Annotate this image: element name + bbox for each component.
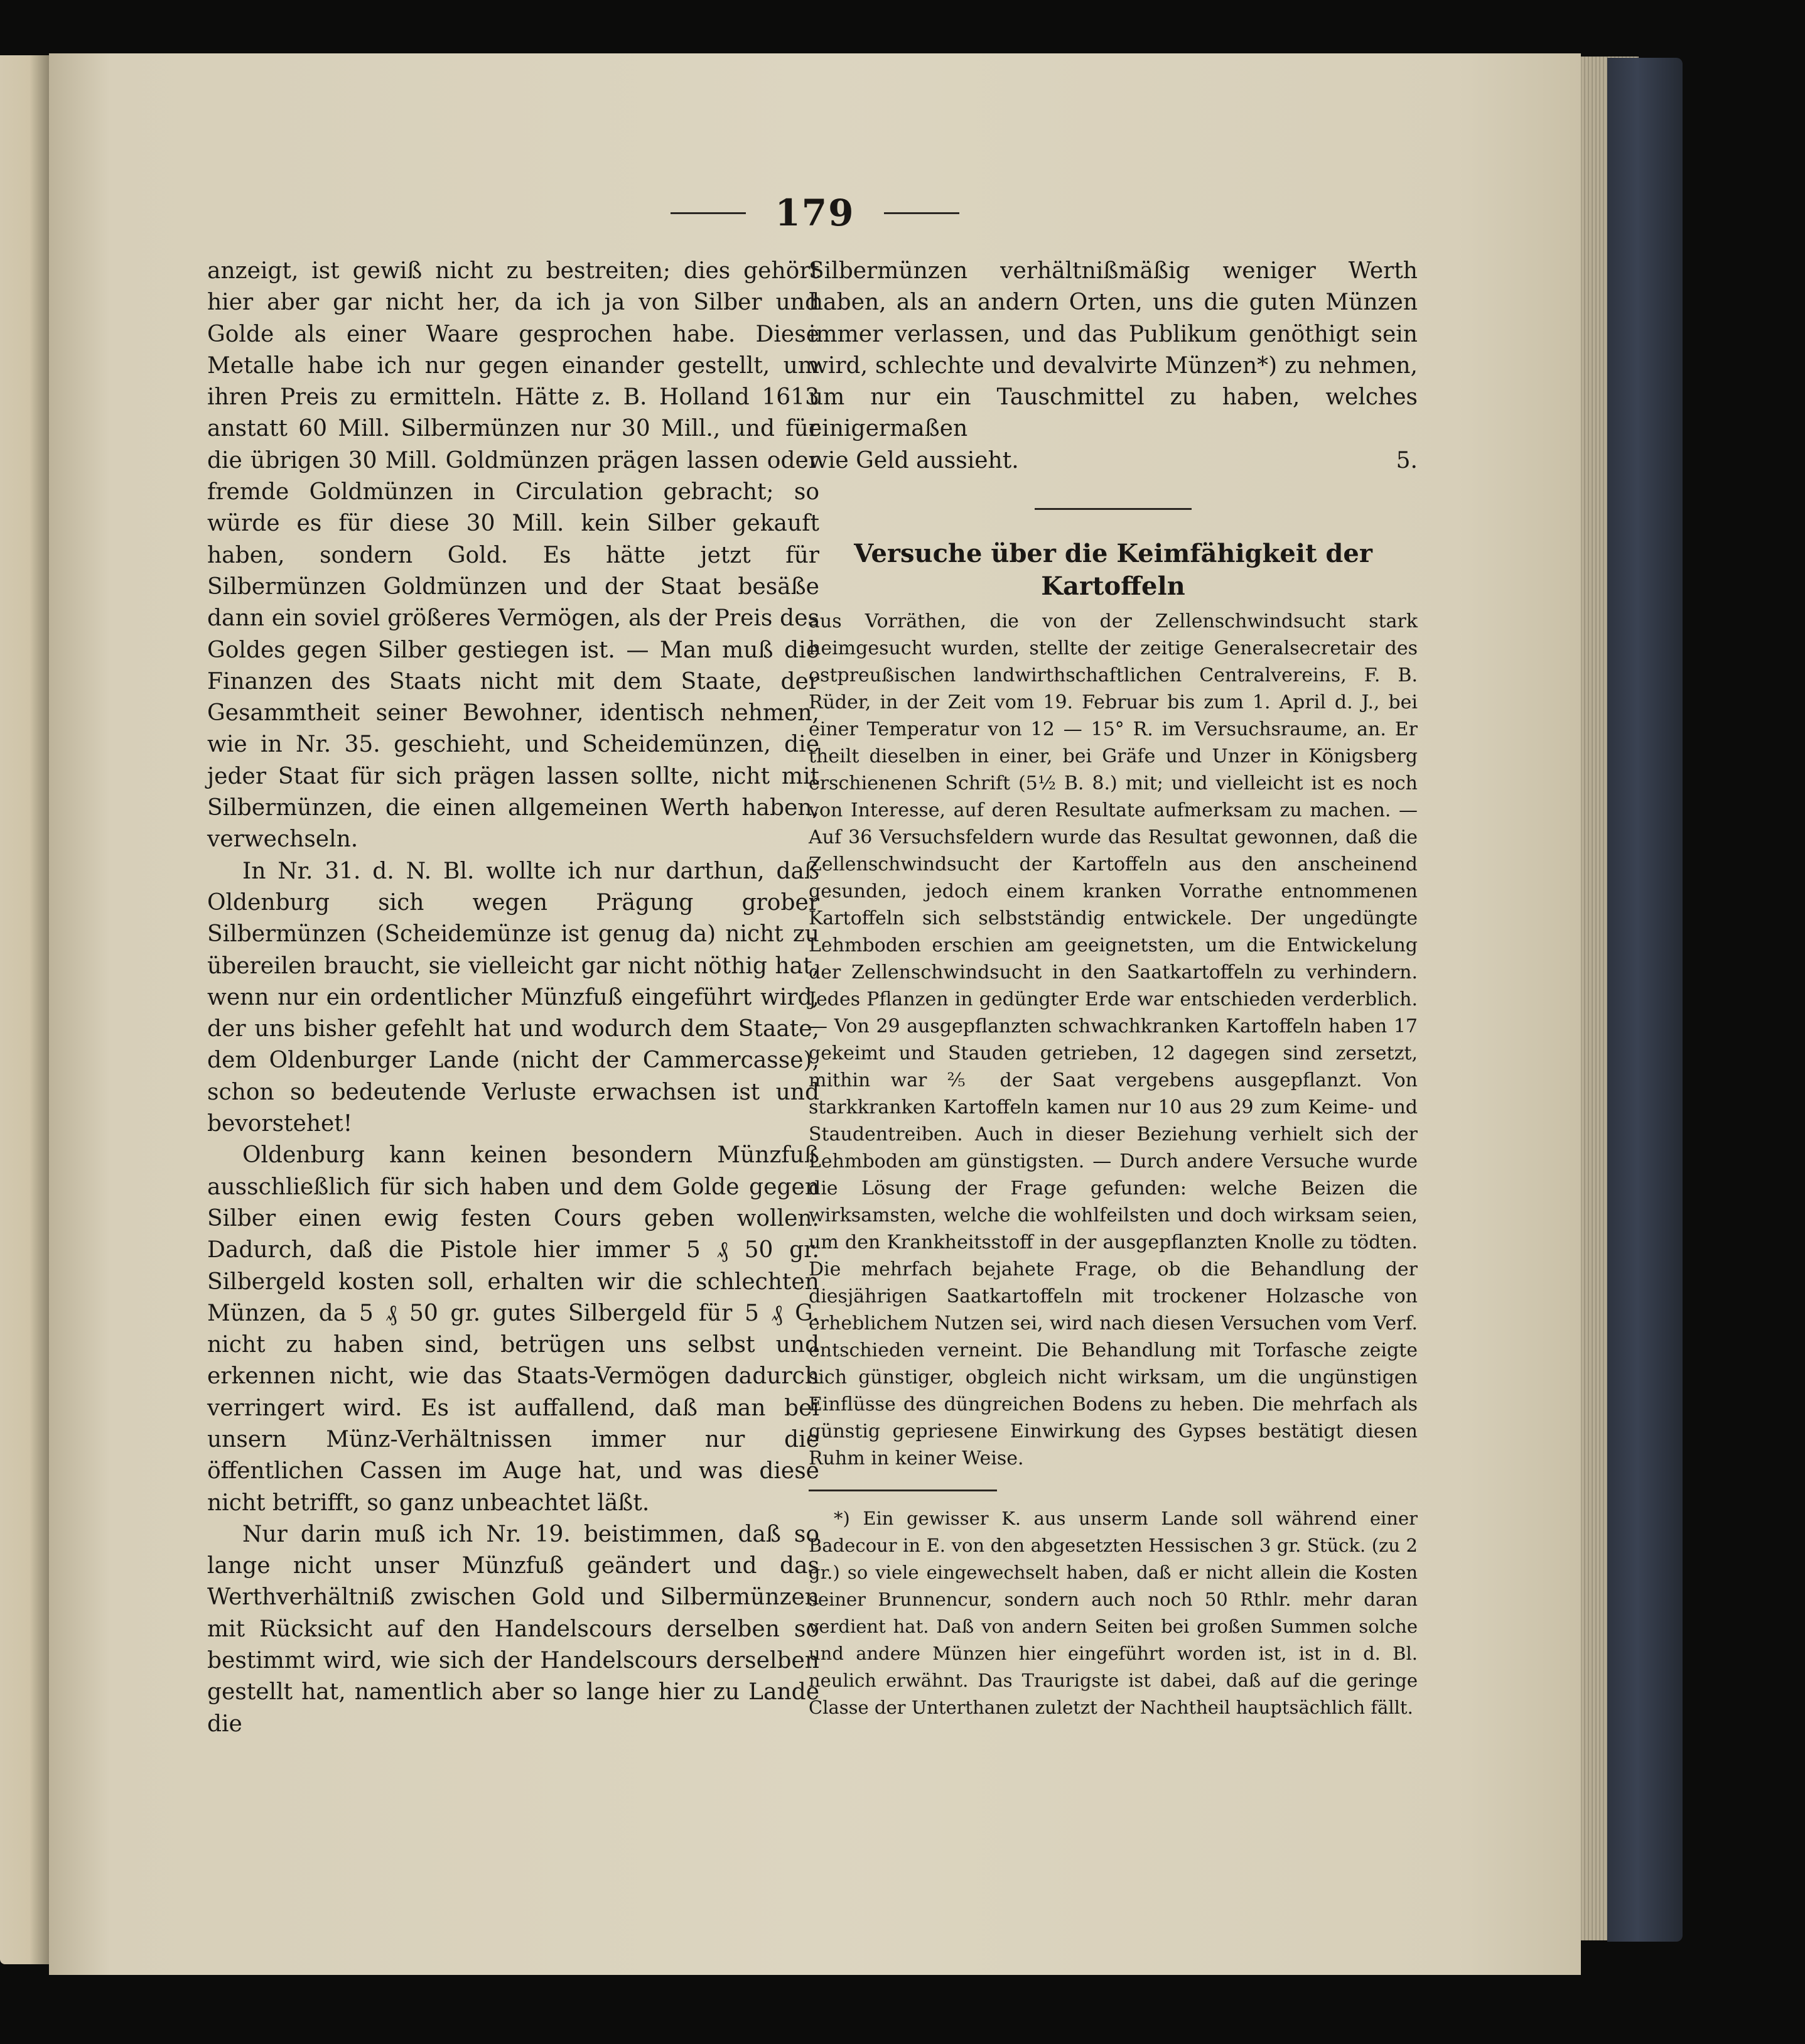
book-cover [1607,58,1683,1942]
signature-line [809,445,1418,477]
paragraph-end: wie Geld aussieht. [809,447,1019,473]
section-separator [1035,508,1192,510]
paragraph: Silbermünzen verhältnißmäßig weniger Werth haben, als an andern Orten, uns die guten Münzen immer verlassen, und das Publikum genöthigt sein wird, schlechte und devalvirte Münzen*) zu nehmen, um nur ein Tauschmittel zu haben, welches einigermaßen [809,258,1418,442]
page-header [49,192,1581,234]
header-rule-right [884,212,959,214]
author-signature: 5. [1396,447,1418,473]
left-column [207,256,819,1740]
paragraph: Oldenburg kann keinen besondern Münzfuß ausschließlich für sich haben und dem Golde gegen Silber einen ewig festen Cours geben wollen. Dadurch, daß die Pistole hier immer 5 ₰ 50 gr. Silbergeld kosten soll, erhalten wir die schlechten Münzen, da 5 ₰ 50 gr. gutes Silbergeld für 5 ₰ G. nicht zu haben sind, betrügen uns selbst und erkennen nicht, wie das Staats-Vermögen dadurch verringert wird. Es ist auffallend, daß man bei unsern Münz-Verhältnissen immer nur die öffentlichen Cassen im Auge hat, und was diese nicht betrifft, so ganz unbeachtet läßt. [207,1142,819,1516]
page-number: 179 [775,192,855,234]
book-page [49,53,1581,1975]
article-body: aus Vorräthen, die von der Zellenschwindsucht stark heimgesucht wurden, stellte der zeitige Generalsecretair des ostpreußischen landwirthschaftlichen Centralvereins, F. B. Rüder, in der Zeit vom 19. Februar bis zum 1. April d. J., bei einer Temperatur von 12 — 15° R. im Versuchsraume, an. Er theilt dieselben in einer, bei Gräfe und Unzer in Königsberg erschienenen Schrift (5½ B. 8.) mit; und vielleicht ist es noch von Interesse, auf deren Resultate aufmerksam zu machen. — Auf 36 Versuchsfeldern wurde das Resultat gewonnen, daß die Zellenschwindsucht der Kartoffeln aus den anscheinend gesunden, jedoch einem kranken Vorrathe entnommenen Kartoffeln sich selbstständig entwickele. Der ungedüngte Lehmboden erschien am geeignetsten, um die Entwickelung der Zellenschwindsucht in den Saatkartoffeln zu verhindern. Jedes Pflanzen in gedüngter Erde war entschieden verderblich. — Von 29 ausgepflanzten schwachkranken Kartoffeln haben 17 gekeimt und Stauden getrieben, 12 dagegen sind zersetzt, mithin war ⅖ der Saat vergebens ausgepflanzt. Von starkkranken Kartoffeln kamen nur 10 aus 29 zum Keime- und Staudentreiben. Auch in dieser Beziehung verhielt sich der Lehmboden am günstigsten. — Durch andere Versuche wurde die Lösung der Frage gefunden: welche Beizen die wirksamsten, welche die wohlfeilsten und doch wirksam seien, um den Krankheitsstoff in der ausgepflanzten Knolle zu tödten. Die mehrfach bejahete Frage, ob die Behandlung der diesjährigen Saatkartoffeln mit trockener Holzasche von erheblichem Nutzen sei, wird nach diesen Versuchen vom Verf. entschieden verneint. Die Behandlung mit Torfasche zeigte sich günstiger, obgleich nicht wirksam, um die ungünstigen Einflüsse des düngreichen Bodens zu heben. Die mehrfach als günstig gepriesene Einwirkung des Gypses bestätigt diesen Ruhm in keiner Weise. [809,610,1418,1470]
article-title: Versuche über die Keimfähigkeit der Kartoffeln [854,539,1372,602]
paragraph: Nur darin muß ich Nr. 19. beistimmen, daß so lange nicht unser Münzfuß geändert und das Werthverhältniß zwischen Gold und Silbermünzen mit Rücksicht auf den Handelscours derselben so bestimmt wird, wie sich der Handelscours derselben gestellt hat, namentlich aber so lange hier zu Lande die [207,1521,819,1737]
footnote-rule [809,1490,997,1491]
paragraph: anzeigt, ist gewiß nicht zu bestreiten; dies gehört hier aber gar nicht her, da ich ja von Silber und Golde als einer Waare gesprochen habe. Diese Metalle habe ich nur gegen einander gestellt, um ihren Preis zu ermitteln. Hätte z. B. Holland 1613 anstatt 60 Mill. Silbermünzen nur 30 Mill., und für die übrigen 30 Mill. Goldmünzen prägen lassen oder fremde Goldmünzen in Circulation gebracht; so würde es für diese 30 Mill. kein Silber gekauft haben, sondern Gold. Es hätte jetzt für Silbermünzen Goldmünzen und der Staat besäße dann ein soviel größeres Vermögen, als der Preis des Goldes gegen Silber gestiegen ist. — Man muß die Finanzen des Staats nicht mit dem Staate, der Gesammtheit seiner Bewohner, identisch nehmen, wie in Nr. 35. geschieht, und Scheidemünzen, die jeder Staat für sich prägen lassen sollte, nicht mit Silbermünzen, die einen allgemeinen Werth haben, verwechseln. [207,258,819,853]
paragraph: In Nr. 31. d. N. Bl. wollte ich nur darthun, daß Oldenburg sich wegen Prägung grober Silbermünzen (Scheidemünze ist genug da) nicht zu übereilen braucht, sie vielleicht gar nicht nöthig hat, wenn nur ein ordentlicher Münzfuß eingeführt wird, der uns bisher gefehlt hat und wodurch dem Staate, dem Oldenburger Lande (nicht der Cammercasse), schon so bedeutende Verluste erwachsen ist und bevorstehet! [207,858,819,1137]
footnote: *) Ein gewisser K. aus unserm Lande soll während einer Badecour in E. von den abgesetzten Hessischen 3 gr. Stück. (zu 2 gr.) so viele eingewechselt haben, daß er nicht allein die Kosten seiner Brunnencur, sondern auch noch 50 Rthlr. mehr daran verdient hat. Daß von andern Seiten bei großen Summen solche und andere Münzen hier eingeführt worden ist, ist in d. Bl. neulich erwähnt. Das Traurigste ist dabei, daß auf die geringe Classe der Unterthanen zuletzt der Nachtheil hauptsächlich fällt. [809,1508,1418,1719]
facing-page-edge [0,55,49,1964]
header-rule-left [671,212,746,214]
right-column [809,256,1418,1721]
